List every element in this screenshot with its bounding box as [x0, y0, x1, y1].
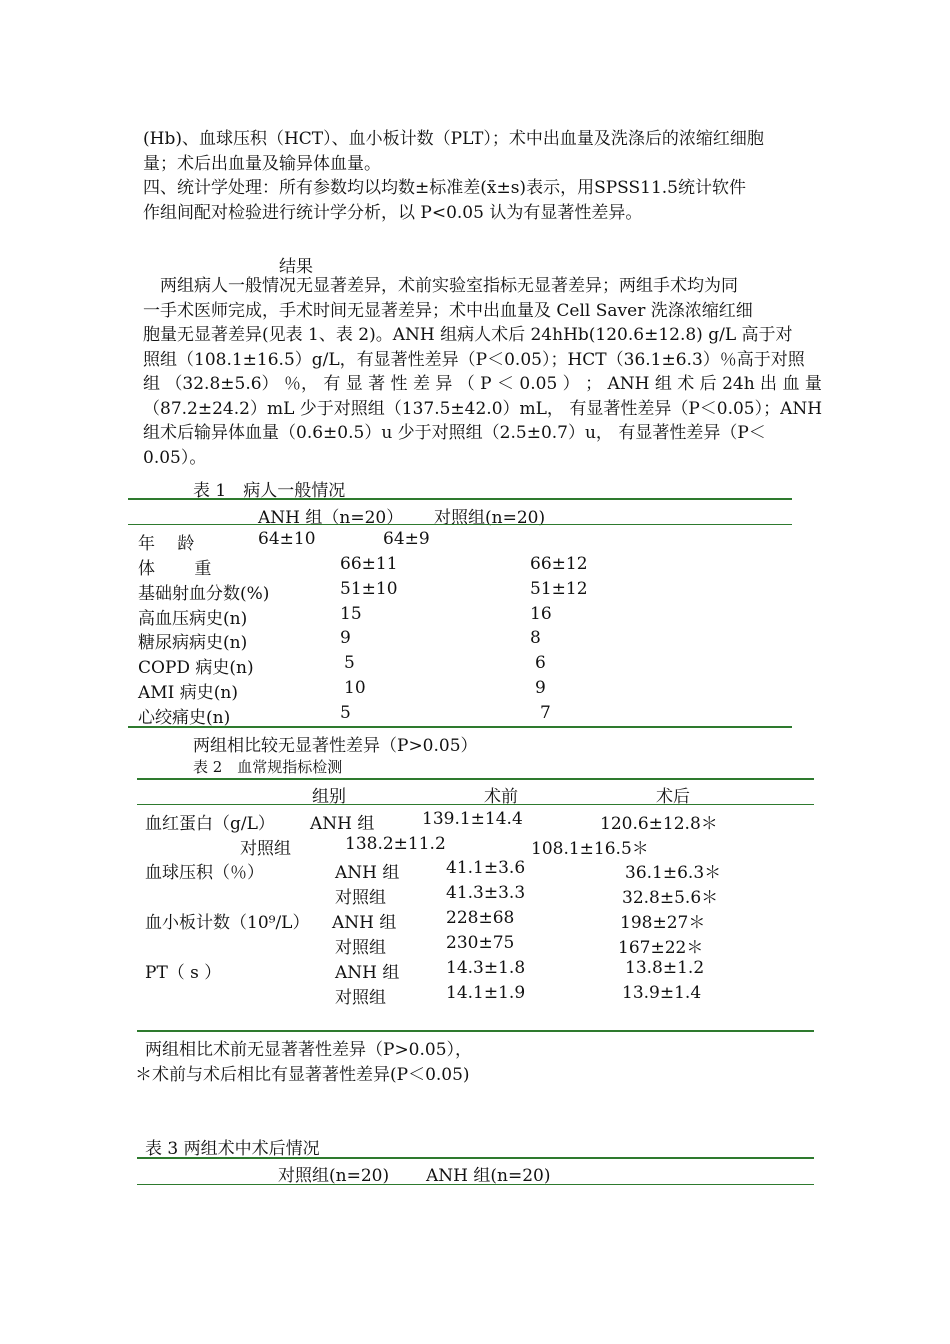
table2-row-pre: 14.3±1.8: [446, 958, 526, 978]
table2-row-label: 血球压积（％）: [145, 863, 264, 883]
table2-row-pre: 41.1±3.6: [446, 858, 526, 878]
table2-row-post: 32.8±5.6＊: [622, 888, 719, 908]
results-line: 一手术医师完成，手术时间无显著差异；术中出血量及 Cell Saver 洗涤浓缩红细: [143, 300, 753, 321]
table1-row-label: 高血压病史(n): [138, 609, 248, 629]
results-line: 照组（108.1±16.5）g/L，有显著性差异（P＜0.05）；HCT（36.1±6.3）％高于对照: [143, 349, 805, 370]
table1-row-anh: 15: [340, 604, 362, 624]
table3-header-control: 对照组(n=20): [278, 1166, 390, 1186]
table2-caption: 表 2 血常规指标检测: [193, 758, 343, 776]
table1-row-anh: 9: [340, 628, 351, 648]
table1-top-rule: [128, 498, 792, 500]
results-line: 组术后输异体血量（0.6±0.5）u 少于对照组（2.5±0.7）u， 有显著性差异（P＜: [143, 423, 766, 443]
table1-note: 两组相比较无显著性差异（P>0.05）: [193, 736, 478, 756]
table2-row-post: 167±22＊: [618, 938, 704, 958]
table1-header-anh: ANH 组（n=20）: [258, 508, 404, 528]
table2-row-group: 对照组: [240, 839, 291, 859]
intro-line: 四、统计学处理：所有参数均以均数±标准差(x̄±s)表示，用SPSS11.5统计软件: [143, 178, 746, 198]
table2-row-post: 36.1±6.3＊: [625, 863, 722, 883]
table2-row-group: 对照组: [335, 938, 386, 958]
table2-row-post: 108.1±16.5＊: [531, 839, 649, 859]
table2-row-pre: 139.1±14.4: [422, 809, 523, 829]
intro-line: (Hb)、血球压积（HCT）、血小板计数（PLT）；术中出血量及洗涤后的浓缩红细胞: [143, 129, 764, 149]
table2-row-label: 血红蛋白（g/L）: [145, 814, 275, 834]
table2-row-group: ANH 组: [335, 863, 400, 883]
table2-row-label: 血小板计数（10⁹/L）: [145, 913, 310, 933]
intro-paragraph: [143, 127, 809, 225]
table1-row-control: 7: [540, 703, 551, 723]
table1-header-control: 对照组(n=20): [434, 508, 546, 528]
table2-row-group: 对照组: [335, 988, 386, 1008]
table2-row-group: ANH 组: [310, 814, 375, 834]
results-line: 胞量无显著差异(见表 1、表 2)。ANH 组病人术后 24hHb(120.6±12.8) g/L 高于对: [143, 325, 793, 345]
table2-header-rule: [137, 804, 814, 805]
table1-row-label: 年 龄: [138, 534, 195, 554]
table1-row-anh: 51±10: [340, 579, 398, 599]
table1-row-anh: 5: [340, 703, 351, 723]
table2-row-post: 120.6±12.8＊: [600, 814, 718, 834]
table1-row-control: 6: [535, 653, 546, 673]
table1-row-control: 8: [530, 628, 541, 648]
table1-row-anh: 64±10: [258, 529, 316, 549]
table1-row-control: 66±12: [530, 554, 588, 574]
table1-row-anh: 66±11: [340, 554, 398, 574]
table1-row-control: 51±12: [530, 579, 588, 599]
results-line: （87.2±24.2）mL 少于对照组（137.5±42.0）mL， 有显著性差异（P＜0.05）；ANH: [143, 398, 823, 419]
results-paragraph: [143, 274, 823, 470]
table2-header-group: 组别: [312, 787, 346, 807]
table1-row-control: 16: [530, 604, 552, 624]
table1-row-label: 基础射血分数(%): [138, 584, 270, 604]
table2-header-pre: 术前: [484, 787, 518, 807]
results-line: 组 （32.8±5.6） ％， 有 显 著 性 差 异 （ P ＜ 0.05 ） ； ANH 组 术 后 24h 出 血 量: [143, 374, 822, 394]
table1-row-anh: 5: [344, 653, 355, 673]
results-line: 两组病人一般情况无显著差异，术前实验室指标无显著差异；两组手术均为同: [160, 276, 738, 296]
table1-row-control: 9: [535, 678, 546, 698]
table2-row-group: ANH 组: [335, 963, 400, 983]
table1-row-label: 心绞痛史(n): [138, 708, 231, 728]
table2-row-pre: 228±68: [446, 908, 515, 928]
intro-line: 量；术后出血量及输异体血量。: [143, 153, 381, 174]
results-line: 0.05）。: [143, 447, 207, 468]
table3-header-anh: ANH 组(n=20): [426, 1166, 551, 1186]
table2-header-post: 术后: [656, 787, 690, 807]
table1-row-label: AMI 病史(n): [138, 683, 239, 703]
table1-row-label: COPD 病史(n): [138, 658, 254, 678]
table2-row-label: PT（ s ）: [145, 963, 222, 983]
table1-bottom-rule: [128, 726, 792, 728]
table3-caption: 表 3 两组术中术后情况: [145, 1139, 320, 1159]
table1-row-control: 64±9: [383, 529, 430, 549]
table1-row-anh: 10: [344, 678, 366, 698]
table2-row-pre: 14.1±1.9: [446, 983, 526, 1003]
table2-top-rule: [137, 778, 814, 780]
table2-note-2: ＊术前与术后相比有显著著性差异(P＜0.05): [135, 1065, 470, 1085]
table2-row-pre: 41.3±3.3: [446, 883, 526, 903]
table2-row-post: 13.9±1.4: [622, 983, 702, 1003]
table1-row-label: 糖尿病病史(n): [138, 633, 248, 653]
table2-note-1: 两组相比术前无显著著性差异（P>0.05），: [145, 1040, 473, 1060]
table2-row-post: 13.8±1.2: [625, 958, 705, 978]
results-heading: 结果: [279, 257, 313, 277]
table2-row-pre: 230±75: [446, 933, 515, 953]
table2-row-post: 198±27＊: [620, 913, 706, 933]
table1-row-label: 体 重: [138, 559, 212, 579]
table1-caption: 表 1 病人一般情况: [193, 481, 346, 501]
table1-header-rule: [128, 524, 792, 525]
table3-header-rule: [137, 1184, 814, 1185]
intro-line: 作组间配对检验进行统计学分析，以 P<0.05 认为有显著性差异。: [143, 202, 643, 223]
table2-row-pre: 138.2±11.2: [345, 834, 446, 854]
table3-top-rule: [137, 1157, 814, 1159]
table2-row-group: 对照组: [335, 888, 386, 908]
table2-row-group: ANH 组: [332, 913, 397, 933]
table2-bottom-rule: [137, 1030, 814, 1032]
